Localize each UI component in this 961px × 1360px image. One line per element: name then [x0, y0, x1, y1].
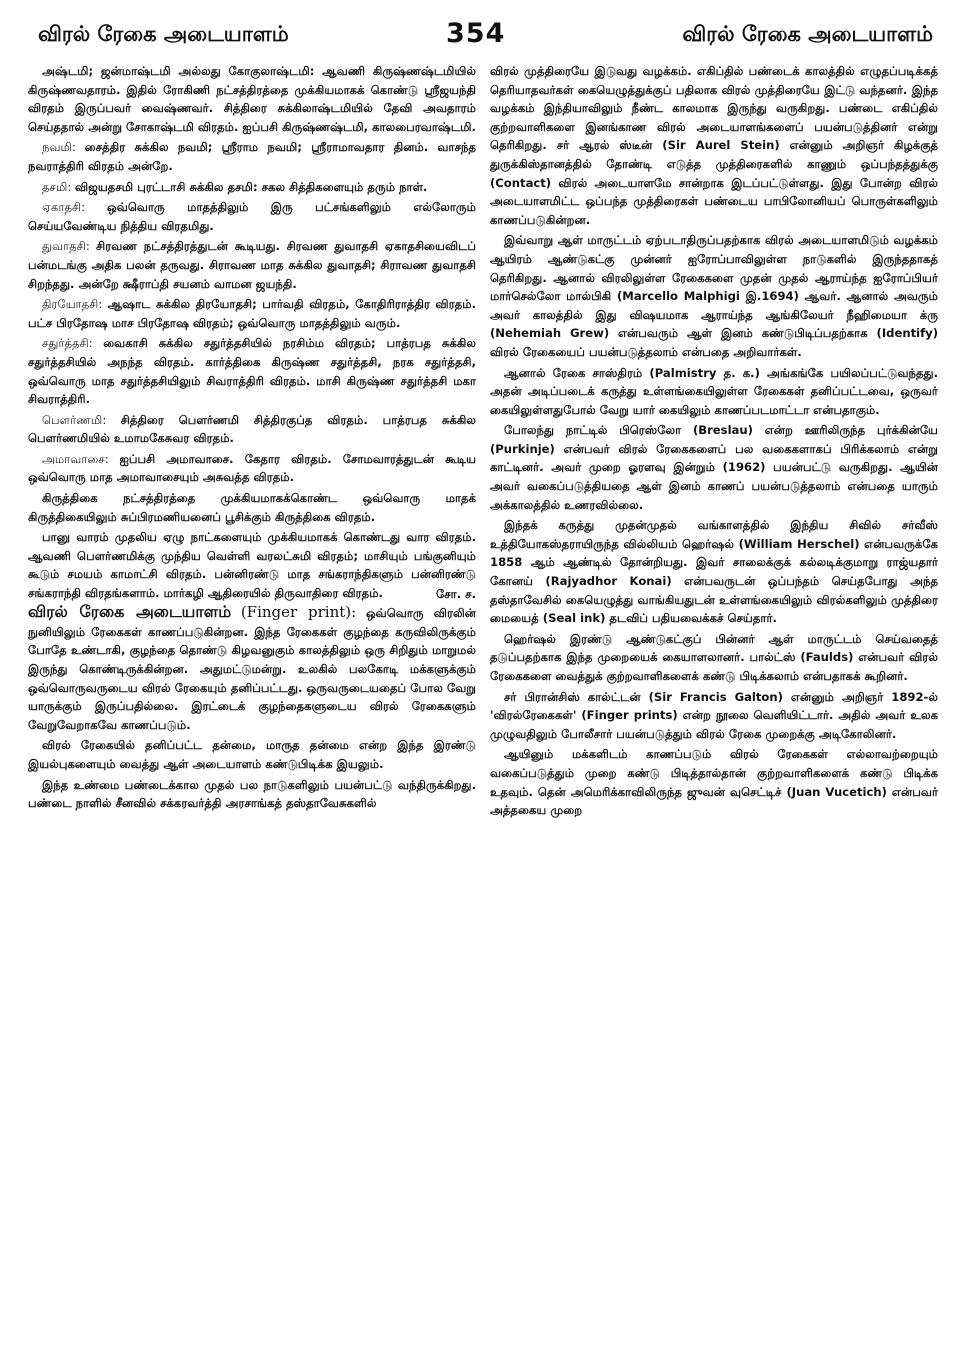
paragraph-text: அஷ்டமி; ஜன்மாஷ்டமி அல்லது கோகுலாஷ்டமி: ஆவணி கிருஷ்ணஷ்டமியில் கிருஷ்ணவதாரம். இதில் ரோகிணி நட்சத்திரத்தை முக்கியமாகக் கொண்டு ஸ்ரீஜயந்தி விரதம் இருப்பவர் வைஷ்ணவர். சித்திரை சுக்கிலாஷ்டமியில் தேவி அவதாரம் செய்ததால் அன்று சோகாஷ்டமி விரதம். ஐப்பசி கிருஷ்ணஷ்டமி, காலபைரவாஷ்டமி. [28, 64, 476, 134]
header-left-title: விரல் ரேகை அடையாளம் [38, 22, 289, 46]
paragraph-text: சிரவண நட்சத்திரத்துடன் கூடியது. சிரவண துவாதசி ஏகாதசியைவிடப் பன்மடங்கு அதிக பலன் தருவது. சிராவண மாத சுக்கில துவாதசி; சிராவண துவாதசி சிறந்தது. அன்றே க்ஷீராப்தி சயனம் வாமன ஜயந்தி. [28, 239, 476, 291]
paragraph-text: ஆனால் ரேகை சாஸ்திரம் (Palmistry த. க.) அங்கங்கே பயிலப்பட்டுவந்தது. அதன் அடிப்படைக் கருத்து உள்ளங்கையிலுள்ள ரேகைகள் தனிப்பட்டவை, ஒருவர் கையிலுள்ளதுபோல் வேறு யார் கையிலும் காணப்படமாட்டா என்பதாகும். [490, 365, 938, 417]
article-heading-english: (Finger print): [240, 603, 357, 622]
right-column [490, 62, 938, 1357]
paragraph [490, 630, 938, 686]
paragraph [28, 237, 476, 293]
left-column [28, 62, 476, 1357]
header-right-title: விரல் ரேகை அடையாளம் [682, 22, 933, 46]
paragraph-text: ஒவ்வொரு மாதத்திலும் இரு பட்சங்களிலும் எல்லோரும் செய்யவேண்டிய நித்திய விரதமிது. [28, 200, 476, 233]
paragraph [490, 364, 938, 420]
paragraph-text: சர் பிரான்சிஸ் கால்ட்டன் (Sir Francis Galton) என்னும் அறிஞர் 1892-ல் 'விரல்ரேகைகள்' (Finger prints) என்ற நூலை வெளியிட்டார். அதில் அவர் உலக முழுவதிலும் போலீசார் பயன்படுத்தும் விரல் ரேகை முறைக்கு அடிகோலினர். [490, 689, 938, 741]
paragraph-lead: தசமி: [42, 179, 72, 194]
paragraph-lead: ஏகாதசி: [42, 200, 86, 215]
paragraph-text: சைத்திர சுக்கில நவமி; ஸ்ரீராம நவமி; ஸ்ரீராமாவதார தினம். வாசந்த நவராத்திரி விரதம் அன்றே. [28, 140, 476, 173]
article-heading: விரல் ரேகை அடையாளம் [28, 602, 232, 622]
paragraph-lead: திரயோதசி: [42, 297, 103, 312]
paragraph-text: பானு வாரம் முதலிய ஏழு நாட்களையும் முக்கியமாகக் கொண்டது வார விரதம். ஆவணி பௌர்ணமிக்கு முந்திய வெள்ளி வரலட்சுமி விரதம்; மாசியும் பங்குனியும் கூடும் சமயம் காமாட்சி விரதம். பன்னிரண்டு மாத சங்கராந்திகளும் பன்னிரண்டு சங்கராந்தி விரதங்களாம். மார்கழி ஆதிரையில் திருவாதிரை விரதம். [28, 530, 476, 601]
paragraph [490, 62, 938, 229]
paragraph-text: ஐப்பசி அமாவாசை. கேதார விரதம். சோமவாரத்துடன் கூடிய ஒவ்வொரு மாத அமாவாசையும் அசுவத்த விரதம். [28, 451, 476, 485]
paragraph-text: ஒவ்வொரு விரலின் நுனியிலும் ரேகைகள் காணப்படுகின்றன. இந்த ரேகைகள் குழந்தை கருவிலிருக்கும் போதே உண்டாகி, குழந்தை தொண்டு கிழவனுகும் காலத்திலும் ஒரு சிறிதும் மாறுமல் இருந்து கொண்டிருக்கின்றன. அதுமட்டுமன்று. உலகில் பலகோடி மக்களுக்கும் ஒவ்வொருவருடைய விரல் ரேகையும் தனிப்பட்டது. ஒருவருடையதைப் போல வேறு யாருக்கும் இருப்பதில்லை. இரட்டைக் குழந்தைகளுடைய விரல் ரேகைகளும் வேறுவேறாகவே காணப்படும். [28, 606, 476, 732]
paragraph [28, 776, 476, 813]
paragraph-text: ஆயினும் மக்களிடம் காணப்படும் விரல் ரேகைகள் எல்லாவற்றையும் வகைப்படுத்தும் முறை கண்டு பிடித்தால்தான் குற்றவாளிகளைக் கண்டு பிடிக்க உதவும். தென் அமெரிக்காவிலிருந்த ஜுவன் வுசெட்டிச் (Juan Vucetich) என்பவர் அத்தகைய முறை [490, 747, 938, 818]
paragraph-lead: பௌர்ணமி: [42, 412, 107, 427]
paragraph-text: ஹெர்ஷல் இரண்டு ஆண்டுகட்குப் பின்னர் ஆள் மாருட்டம் செய்வதைத் தடுப்பதற்காக இந்த முறையைக் கையாளலானர். பால்ட்ஸ் (Faulds) என்பவர் விரல் ரேகைகளை வைத்துக் குற்றவாளிகளைக் கண்டு பிடிக்கலாம் என்பதாகக் கூறினர். [490, 631, 938, 683]
paragraph-lead: அமாவாசை: [42, 451, 109, 466]
paragraph-text: விஜயதசமி புரட்டாசி சுக்கில தசமி: சகல சித்திகளையும் தரும் நாள். [74, 179, 428, 194]
paragraph [28, 198, 476, 235]
paragraph [490, 231, 938, 361]
paragraph-text: கிருத்திகை நட்சத்திரத்தை முக்கியமாகக்கொண்ட ஒவ்வொரு மாதக் கிருத்திகையிலும் சுப்பிரமணியனைப் பூசிக்கும் கிருத்திகை விரதம். [28, 491, 476, 524]
paragraph [28, 736, 476, 773]
paragraph [490, 421, 938, 514]
paragraph [28, 295, 476, 332]
paragraph [490, 745, 938, 819]
paragraph-text: இந்தக் கருத்து முதன்முதல் வங்காளத்தில் இந்திய சிவில் சர்வீஸ் உத்தியோகஸ்தராயிருந்த வில்லியம் ஹெர்ஷல் (William Herschel) என்பவருக்கே 1858 ஆம் ஆண்டில் தோன்றியது. இவர் சாலைக்குக் கல்லடிக்குமாறு ராஜ்யதார் கோனய் (Rajyadhor Konai) என்பவருடன் ஒப்பந்தம் செய்தபோது அந்த தஸ்தாவேசில் கையெழுத்து வாங்கியதுடன் உள்ளங்கையிலும் விரல்களிலும் முத்திரை மையைத் (Seal ink) தடவிப் பதியவைக்கச் செய்தார். [490, 518, 938, 626]
paragraph [490, 688, 938, 744]
paragraph-text: போலந்து நாட்டில் பிரெஸ்லோ (Breslau) என்ற ஊரிலிருந்த புர்க்கின்யே (Purkinje) என்பவர் விரல் ரேகைகளைப் பல வகைகளாகப் பிரிக்கலாம் என்று காட்டினர். அவர் முறை ஓரளவு இன்றும் (1962) பயன்பட்டு வருகிறது. ஆயின் அவர் வகைப்படுத்தியதை ஆள் இனம் காணப் பயன்படுத்தலாம் என்பதை யாரும் அக்காலத்தில் உணரவில்லை. [490, 423, 938, 512]
paragraph-lead: நவமி: [42, 140, 76, 155]
paragraph [28, 334, 476, 408]
paragraph [28, 603, 476, 734]
paragraph [28, 411, 476, 448]
paragraph-text: வைகாசி சுக்கில சதுர்த்தசியில் நரசிம்ம விரதம்; பாத்ரபத சுக்கில சதுர்த்தசியில் அநந்த விரதம். கார்த்திகை கிருஷ்ண சதுர்த்தசி, நரக சதுர்த்தசி, ஒவ்வொரு மாத சதுர்த்தசியிலும் சிவராத்திரி விரதம். மாசி கிருஷ்ண சதுர்த்தசி மகா சிவராத்திரி. [28, 336, 476, 407]
paragraph-text: ஆஷாட சுக்கில திரயோதசி; பார்வதி விரதம், கோதிரிராத்திர விரதம். பட்ச பிரதோஷ மாச பிரதோஷ விரதம்; ஒவ்வொரு மாதத்திலும் வரும். [28, 297, 476, 330]
paragraph [28, 62, 476, 136]
paragraph [28, 138, 476, 175]
text-columns [28, 62, 939, 1357]
paragraph [28, 450, 476, 487]
paragraph-text: சித்திரை பௌர்ணமி சித்திரகுப்த விரதம். பாத்ரபத சுக்கில பௌர்ணமியில் உமாமகேசுவர விரதம். [28, 412, 476, 446]
article-signature: சோ. ச. [436, 586, 476, 601]
paragraph [28, 178, 476, 197]
paragraph-lead: துவாதசி: [42, 239, 90, 254]
paragraph-text: இந்த உண்மை பண்டைக்கால முதல் பல நாடுகளிலும் பயன்பட்டு வந்திருக்கிறது. பண்டை நாளில் சீனவில் சக்கரவர்த்தி அரசாங்கத் தஸ்தாவேசுகளில் [28, 777, 476, 811]
paragraph-text: விரல் முத்திரையே இடுவது வழக்கம். எகிப்தில் பண்டைக் காலத்தில் எழுதப்படிக்கத் தெரியாதவர்கள் கையெழுத்துக்குப் பதிலாக விரல் முத்திரையே இட்டு வந்தனர். இந்த வழக்கம் இந்தியாவிலும் நீண்ட காலமாக இருந்து வருகிறது. பண்டை எகிப்தில் குற்றவாளிகளை இனங்காண விரல் அடையாளங்களைப் பயன்படுத்தினர் என்று தெரிகிறது. சர் ஆரல் ஸ்டீன் (Sir Aurel Stein) என்னும் அறிஞர் கிழக்குத் துருக்கிஸ்தானத்தில் தோண்டி எடுத்த முத்திரைகளில் காணும் ஒப்பந்தத்துக்கு (Contact) விரல் அடையாளமே சான்றாக இடப்பட்டுள்ளது. இது போன்ற விரல் அடையாளமிட்ட ஒப்பந்த முத்திரைகள் பண்டைய பாபிலோனியப் பொருள்களிலும் காணப்படுகின்றன. [490, 64, 938, 227]
paragraph-text: இவ்வாறு ஆள் மாருட்டம் ஏற்படாதிருப்பதற்காக விரல் அடையாளமிடும் வழக்கம் ஆயிரம் ஆண்டுகட்கு முன்னர் ஐரோப்பாவிலுள்ள நாடுகளில் இருந்ததாகத் தெரிகிறது. ஆனால் விரலிலுள்ள ரேகைகளை முதன் முதல் ஆராய்ந்த ஐரோப்பியர் மார்செல்லோ மால்பிகி (Marcello Malphigi இ.1694) ஆவர். ஆனால் அவரும் அவர் காலத்தில் இது விஷயமாக ஆராய்ந்த ஆங்கிலேயர் நீஹிமையா க்ரு (Nehemiah Grew) என்பவரும் ஆள் இனம் கண்டுபிடிப்பதற்காக (Identify) விரல் ரேகையைப் பயன்படுத்தலாம் என்பதை அறிவார்கள். [490, 233, 938, 359]
page-number: 354 [446, 18, 506, 49]
paragraph [490, 516, 938, 628]
page-header [28, 14, 939, 62]
paragraph-text: விரல் ரேகையில் தனிப்பட்ட தன்மை, மாருத தன்மை என்ற இந்த இரண்டு இயல்புகளையும் வைத்து ஆள் அடையாளம் கண்டுபிடிக்க இயலும். [28, 738, 476, 771]
paragraph [28, 489, 476, 526]
paragraph-lead: சதுர்த்தசி: [42, 336, 93, 351]
